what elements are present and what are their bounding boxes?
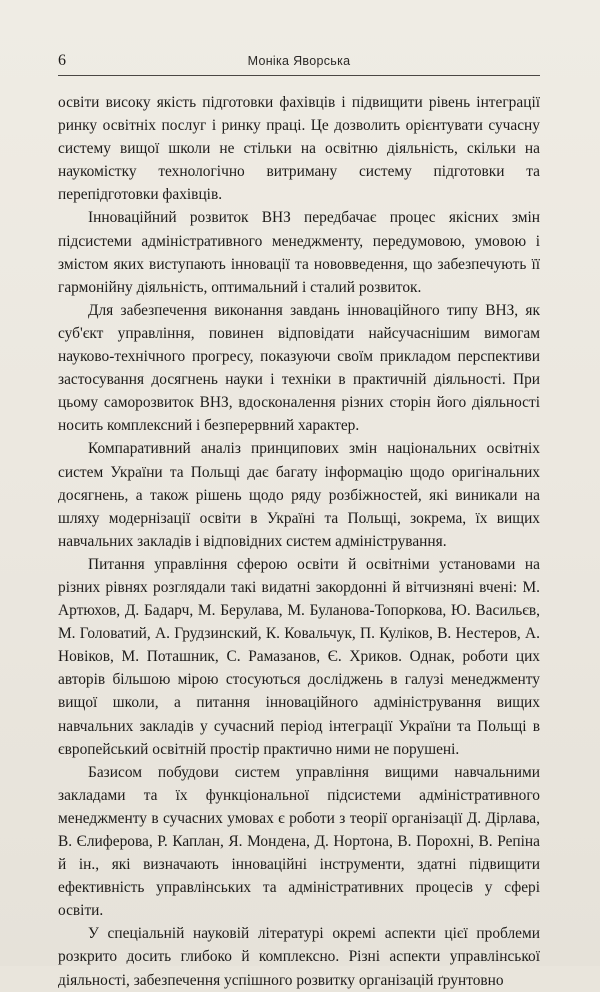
page-header: [58, 51, 540, 71]
paragraph-7: У спеціальній науковій літературі окремі аспекти цієї проблеми розкрито досить глибоко й комплексно. Різні аспекти управлінської діяльності, забезпечення успішного розвитку організацій ґрунтовно: [58, 925, 540, 989]
paragraph-6: Базисом побудови систем управління вищими навчальними закладами та їх функціональної підсистеми адміністративного менеджменту в сучасних умовах є роботи з теорії організації Д. Дірлава, В. Єлиферова, Р. Каплан, Я. Мондена, Д. Нортона, В. Порохні, В. Репіна й ін., які визначають інноваційні інструменти, здатні підвищити ефективність управлінських та адміністративних процесів у сфері освіти.: [58, 763, 540, 920]
paragraph-1: освіти високу якість підготовки фахівців і підвищити рівень інтеграції ринку освітніх послуг і ринку праці. Це дозволить орієнтувати сучасну систему вищої школи не стільки на освітню діяльність, скільки на наукомістку технологічно витриману систему підготовки та перепідготовки фахівців.: [58, 94, 540, 204]
page-number: 6: [58, 52, 66, 69]
running-head: Моніка Яворська: [247, 54, 351, 68]
paragraph-2: Інноваційний розвиток ВНЗ передбачає процес якісних змін підсистеми адміністративного менеджменту, передумовою, умовою і змістом яких виступають інновації та нововведення, що забезпечують її гармонійну діяльність, оптимальний і сталий розвиток.: [58, 209, 540, 296]
paragraph-5: Питання управління сферою освіти й освітніми установами на різних рівнях розглядали такі видатні закордонні й вітчизняні вчені: М. Артюхов, Д. Бадарч, М. Берулава, М. Буланова-Топоркова, Ю. Васильєв, М. Головатий, А. Грудзинский, К. Ковальчук, П. Куліков, В. Нестеров, А. Новіков, М. Поташник, С. Рамазанов, Є. Хриков. Однак, роботи цих авторів більшою мірою стосуються досліджень в галузі менеджменту вищої школи, а питання інноваційного адміністрування вищих навчальних закладів у сучасний період інтеграції України та Польщі в європейський освітній простір практично ними не порушені.: [58, 555, 540, 758]
paragraph-3: Для забезпечення виконання завдань інноваційного типу ВНЗ, як суб'єкт управління, повинен відповідати найсучаснішим вимогам науково-технічного прогресу, показуючи своїм прикладом перспективи застосування досягнень науки і техніки в практичній діяльності. При цьому саморозвиток ВНЗ, вдосконалення різних сторін його діяльності носить комплексний і безперервний характер.: [58, 301, 540, 435]
header-rule: [58, 75, 540, 76]
body-text: [58, 91, 540, 992]
paragraph-4: Компаративний аналіз принципових змін національних освітніх систем України та Польщі дає багату інформацію щодо оригінальних досягнень, а також рішень щодо ряду розбіжностей, які виникали на шляху модернізації освіти в Україні та Польщі, зокрема, їх вищих навчальних закладів і відповідних систем адміністрування.: [58, 440, 540, 550]
